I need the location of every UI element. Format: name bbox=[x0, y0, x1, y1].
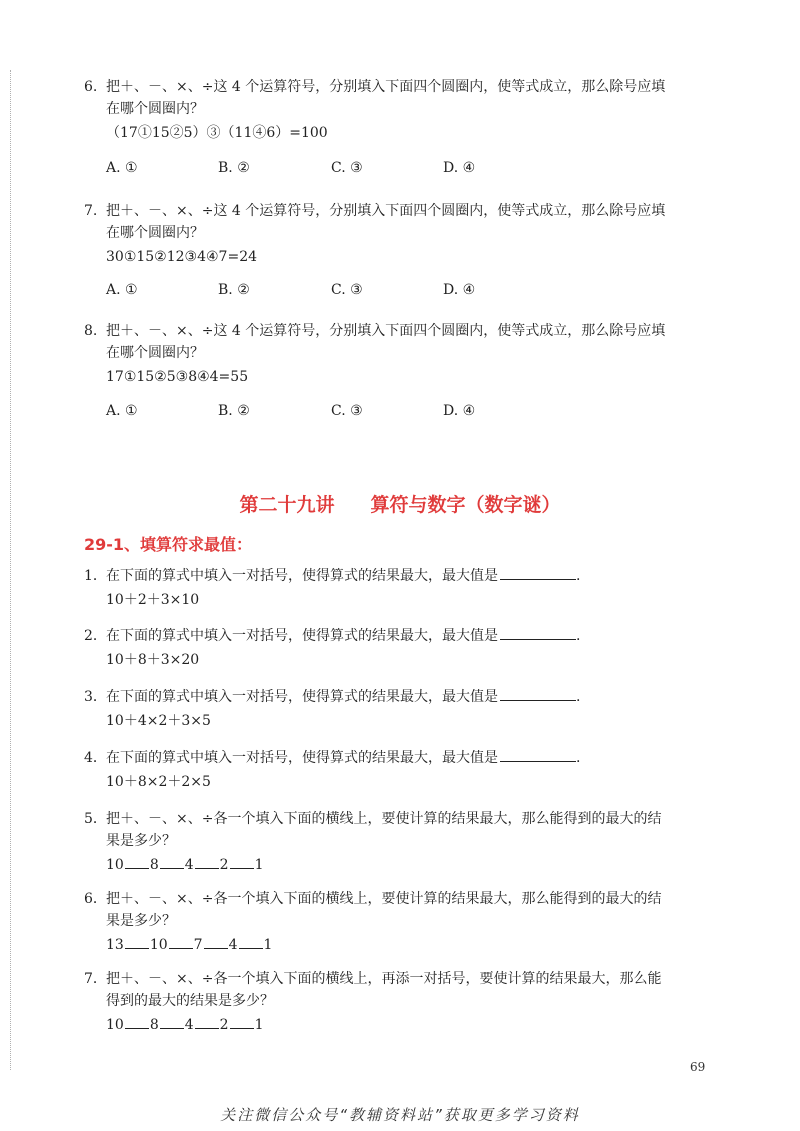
number-sequence: 10 8 4 2 1 bbox=[106, 857, 264, 873]
bracket-question-2: 2．在下面的算式中填入一对括号，使得算式的结果最大，最大值是 . 10＋8＋3×20 bbox=[84, 625, 724, 671]
operator-blank[interactable] bbox=[239, 935, 263, 949]
operator-blank[interactable] bbox=[125, 935, 149, 949]
operator-blank[interactable] bbox=[160, 1015, 184, 1029]
question-8: 8. 把＋、－、×、÷这 4 个运算符号，分别填入下面四个圆圈内，使等式成立，那么除号应填 在哪个圆圈内？ 17①15②5③8④4=55 bbox=[84, 320, 724, 388]
answer-blank[interactable] bbox=[500, 686, 576, 701]
equation: 17①15②5③8④4=55 bbox=[106, 369, 249, 385]
question-7: 7. 把＋、－、×、÷这 4 个运算符号，分别填入下面四个圆圈内，使等式成立，那么除号应填 在哪个圆圈内？ 30①15②12③4④7=24 bbox=[84, 200, 724, 268]
operator-blank[interactable] bbox=[169, 935, 193, 949]
operator-blank[interactable] bbox=[195, 855, 219, 869]
option-b[interactable]: B. ② bbox=[218, 403, 250, 419]
operator-blank[interactable] bbox=[230, 855, 254, 869]
option-d[interactable]: D. ④ bbox=[443, 160, 476, 176]
footer-note: 关注微信公众号“教辅资料站”获取更多学习资料 bbox=[220, 1106, 580, 1124]
option-c[interactable]: C. ③ bbox=[331, 160, 363, 176]
option-c[interactable]: C. ③ bbox=[331, 403, 363, 419]
operator-blank[interactable] bbox=[230, 1015, 254, 1029]
option-a[interactable]: A. ① bbox=[106, 403, 138, 419]
option-c[interactable]: C. ③ bbox=[331, 282, 363, 298]
option-a[interactable]: A. ① bbox=[106, 160, 138, 176]
number-sequence: 10 8 4 2 1 bbox=[106, 1017, 264, 1033]
operator-blank[interactable] bbox=[125, 1015, 149, 1029]
bracket-question-1: 1．在下面的算式中填入一对括号，使得算式的结果最大，最大值是 . 10＋2＋3×10 bbox=[84, 565, 724, 611]
section-title: 29-1、填算符求最值： bbox=[84, 535, 253, 554]
option-b[interactable]: B. ② bbox=[218, 160, 250, 176]
operator-blank[interactable] bbox=[204, 935, 228, 949]
operator-blank[interactable] bbox=[125, 855, 149, 869]
option-a[interactable]: A. ① bbox=[106, 282, 138, 298]
operator-blank[interactable] bbox=[195, 1015, 219, 1029]
question-6: 6. 把＋、－、×、÷这 4 个运算符号，分别填入下面四个圆圈内，使等式成立，那么除号应填 在哪个圆圈内？ （17①15②5）③（11④6）=100 bbox=[84, 76, 724, 144]
number-sequence: 13 10 7 4 1 bbox=[106, 937, 273, 953]
fill-question-7: 7．把＋、－、×、÷各一个填入下面的横线上，再添一对括号，要使计算的结果最大，那么能 得到的最大的结果是多少？ 10 8 4 2 1 bbox=[84, 968, 724, 1036]
fill-question-5: 5．把＋、－、×、÷各一个填入下面的横线上，要使计算的结果最大，那么能得到的最大的结 果是多少？ 10 8 4 2 1 bbox=[84, 808, 724, 876]
fill-question-6: 6．把＋、－、×、÷各一个填入下面的横线上，要使计算的结果最大，那么能得到的最大的结 果是多少？ 13 10 7 4 1 bbox=[84, 888, 724, 956]
lecture-heading bbox=[0, 490, 800, 517]
lecture-title: 算符与数字（数字谜） bbox=[370, 494, 561, 516]
option-b[interactable]: B. ② bbox=[218, 282, 250, 298]
equation: （17①15②5）③（11④6）=100 bbox=[106, 125, 328, 141]
answer-blank[interactable] bbox=[500, 565, 576, 580]
binding-margin-dots bbox=[10, 70, 13, 1070]
equation: 30①15②12③4④7=24 bbox=[106, 249, 258, 265]
operator-blank[interactable] bbox=[160, 855, 184, 869]
option-d[interactable]: D. ④ bbox=[443, 403, 476, 419]
answer-blank[interactable] bbox=[500, 625, 576, 640]
page-number: 69 bbox=[690, 1060, 706, 1074]
option-d[interactable]: D. ④ bbox=[443, 282, 476, 298]
lecture-number: 第二十九讲 bbox=[239, 494, 335, 516]
bracket-question-3: 3．在下面的算式中填入一对括号，使得算式的结果最大，最大值是 . 10＋4×2＋3×5 bbox=[84, 686, 724, 732]
answer-blank[interactable] bbox=[500, 747, 576, 762]
bracket-question-4: 4．在下面的算式中填入一对括号，使得算式的结果最大，最大值是 . 10＋8×2＋2×5 bbox=[84, 747, 724, 793]
